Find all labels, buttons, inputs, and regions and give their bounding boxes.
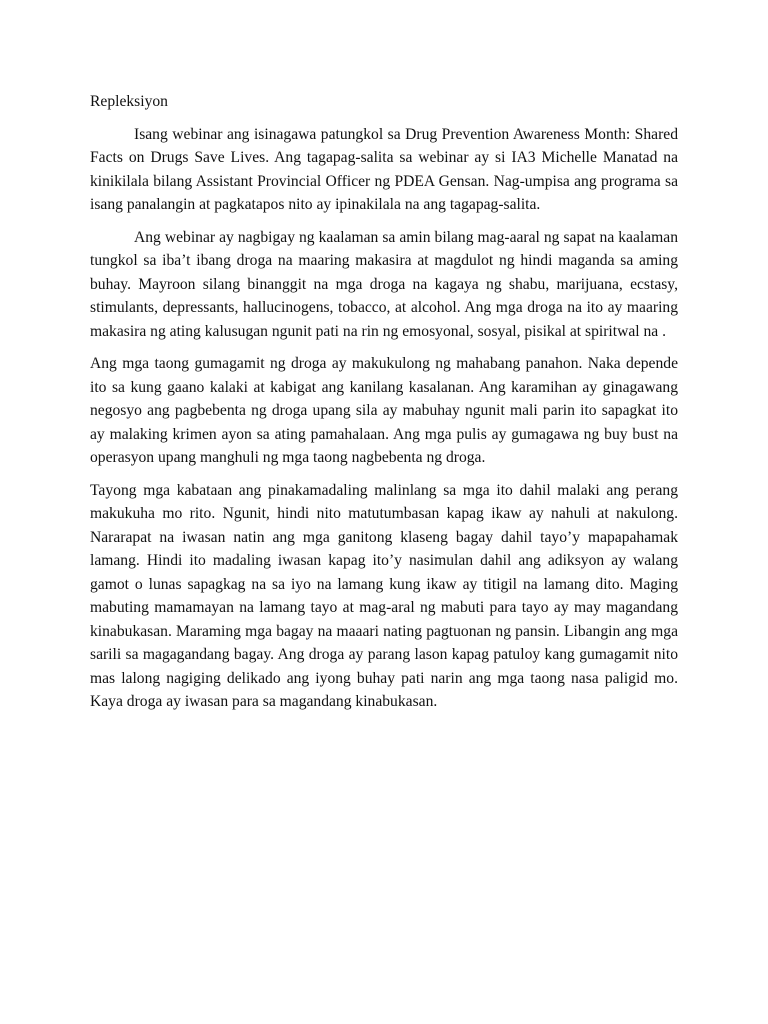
document-title: Repleksiyon bbox=[90, 93, 168, 110]
paragraph-1: Isang webinar ang isinagawa patungkol sa Drug Prevention Awareness Month: Shared Facts on Drugs Save Lives. Ang tagapag-salita sa webinar ay si IA3 Michelle Manatad na kinikilala bilang Assistant Provincial Officer ng PDEA Gensan. Nag-umpisa ang programa sa isang panalangin at pagkatapos nito ay ipinakilala na ang tagapag-salita. bbox=[90, 125, 678, 213]
document-page bbox=[90, 90, 678, 723]
paragraph-3: Ang mga taong gumagamit ng droga ay makukulong ng mahabang panahon. Naka depende ito sa kung gaano kalaki at kabigat ang kanilang kasalanan. Ang karamihan ay ginagawang negosyo ang pagbebenta ng droga upang sila ay mabuhay ngunit mali parin ito sapagkat ito ay malaking krimen ayon sa ating pamahalaan. Ang mga pulis ay gumagawa ng buy bust na operasyon upang manghuli ng mga taong nagbebenta ng droga. bbox=[90, 355, 678, 466]
paragraph-2: Ang webinar ay nagbigay ng kaalaman sa amin bilang mag-aaral ng sapat na kaalaman tungkol sa iba’t ibang droga na maaring makasira at magdulot ng hindi maganda sa aming buhay. Mayroon silang binanggit na mga droga na kagaya ng shabu, marijuana, ecstasy, stimulants, depressants, hallucinogens, tobacco, at alcohol. Ang mga droga na ito ay maaring makasira ng ating kalusugan ngunit pati na rin ng emosyonal, sosyal, pisikal at spiritwal na . bbox=[90, 228, 678, 340]
paragraph-4: Tayong mga kabataan ang pinakamadaling malinlang sa mga ito dahil malaki ang perang makukuha mo rito. Ngunit, hindi nito matutumbasan kapag ikaw ay nahuli at nakulong. Nararapat na iwasan natin ang mga ganitong klaseng bagay dahil tayo’y mapapahamak lamang. Hindi ito madaling iwasan kapag ito’y nasimulan dahil ang adiksyon ay walang gamot o lunas sapagkag na sa iyo na lamang kung ikaw ay titigil na lamang dito. Maging mabuting mamamayan na lamang tayo at mag-aral ng mabuti para tayo ay may magandang kinabukasan. Maraming mga bagay na maaari nating pagtuonan ng pansin. Libangin ang mga sarili sa magagandang bagay. Ang droga ay parang lason kapag patuloy kang gumagamit nito mas lalong nagiging delikado ang iyong buhay pati narin ang mga taong nasa paligid mo. Kaya droga ay iwasan para sa magandang kinabukasan. bbox=[90, 481, 678, 710]
